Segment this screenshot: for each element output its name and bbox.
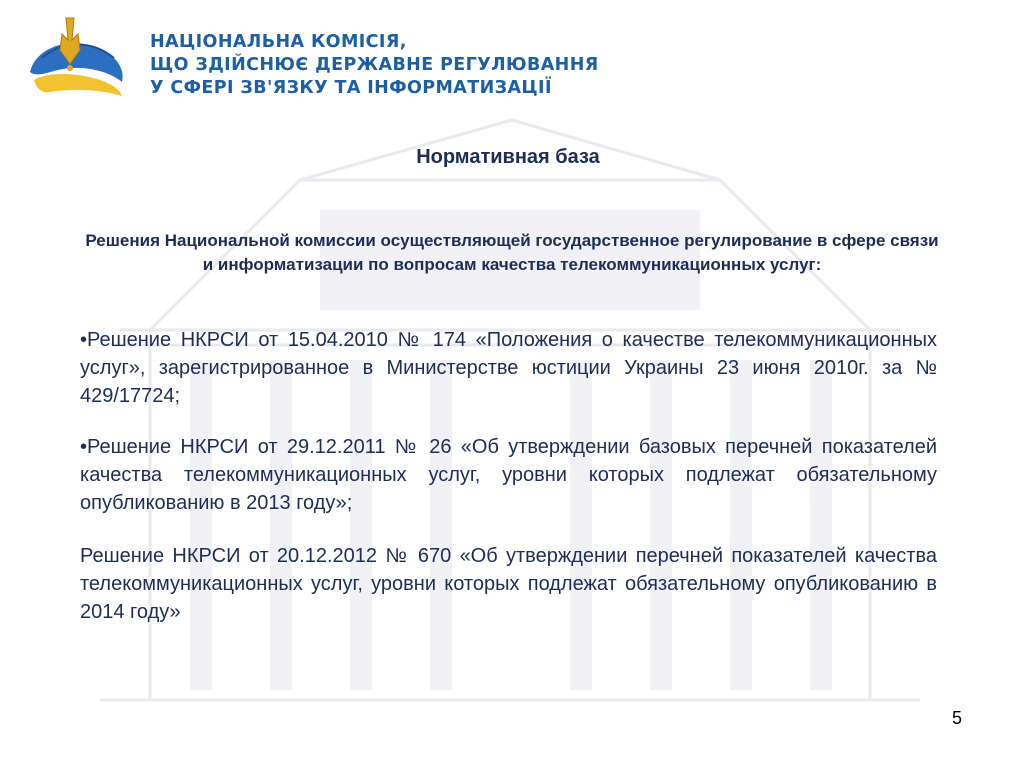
list-item: •Решение НКРСИ от 15.04.2010 № 174 «Положения о качестве телекоммуникационных услуг», зарегистрированное в Министерстве юстиции Украины 23 июня 2010г. за № 429/17724;: [80, 329, 937, 407]
org-line-3: У СФЕРІ ЗВ'ЯЗКУ ТА ІНФОРМАТИЗАЦІЇ: [150, 78, 552, 98]
page-number: 5: [951, 708, 962, 728]
list-item: •Решение НКРСИ от 29.12.2011 № 26 «Об утверждении базовых перечней показателей качества телекоммуникационных услуг, уровни которых подлежат обязательному опубликованию в 2013 году»;: [80, 436, 937, 514]
slide-subtitle: Решения Национальной комиссии осуществляющей государственное регулирование в сфере связи и информатизации по вопросам качества телекоммуникационных услуг:: [85, 231, 939, 274]
org-line-1: НАЦІОНАЛЬНА КОМІСІЯ,: [150, 32, 407, 52]
commission-logo: [22, 10, 132, 110]
list-item: Решение НКРСИ от 20.12.2012 № 670 «Об утверждении перечней показателей качества телекоммуникационных услуг, уровни которых подлежат обязательному опубликованию в 2014 году»: [80, 545, 937, 623]
slide-title: Нормативная база: [416, 146, 600, 168]
organization-name: [150, 31, 599, 100]
org-line-2: ЩО ЗДІЙСНЮЄ ДЕРЖАВНЕ РЕГУЛЮВАННЯ: [150, 55, 599, 75]
